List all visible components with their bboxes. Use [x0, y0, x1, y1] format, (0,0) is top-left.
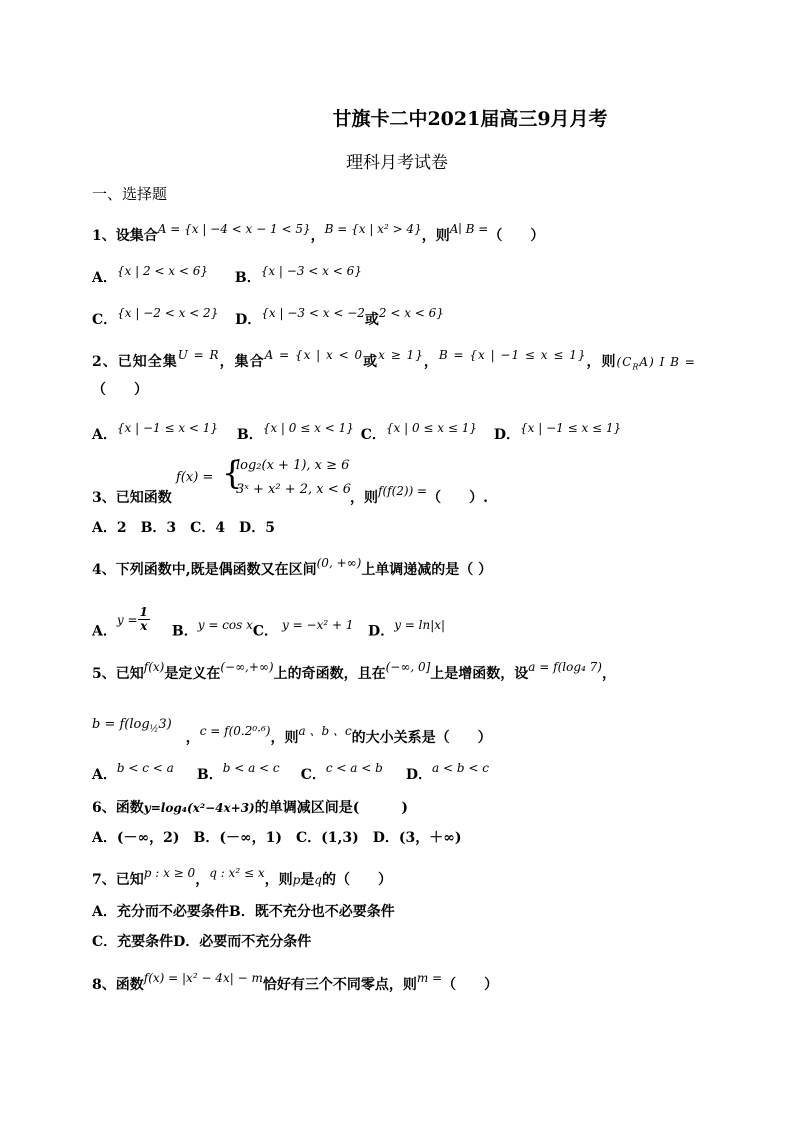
- exam-title: 甘旗卡二中2021届高三9月月考: [332, 108, 608, 130]
- q2-opt-c-value: {x | 0 ≤ x ≤ 1}: [385, 421, 477, 435]
- q4-opt-a-den: x: [140, 619, 148, 633]
- q7-p1: 已知: [115, 872, 144, 888]
- q4-options: [92, 605, 446, 645]
- q2-paren: （ ）: [92, 382, 148, 398]
- q2-or: 或: [363, 354, 379, 370]
- q1-opt-b-value: {x | −3 < x < 6}: [260, 264, 362, 278]
- q1-then: ，则: [421, 228, 450, 244]
- q8-number: 8、: [92, 977, 116, 993]
- q7-then: ，则: [264, 872, 293, 888]
- q5-p2: 是定义在: [164, 666, 221, 682]
- q2-options: [92, 421, 622, 445]
- q3-then: ，则: [350, 490, 378, 506]
- q1-options-row1: [92, 264, 362, 288]
- q2-expr-sub: R: [632, 362, 640, 372]
- q2-universal: U = R: [177, 348, 220, 362]
- question-4: [92, 556, 493, 580]
- q8-paren: （ ）: [442, 977, 499, 993]
- question-6: [92, 798, 408, 818]
- q5-abc: a 、b 、c: [298, 724, 352, 738]
- q2-opt-a-label: A．: [92, 427, 117, 443]
- q5-opt-b-label: B．: [196, 767, 223, 783]
- question-2: [92, 348, 696, 377]
- q7-options-row1: A．充分而不必要条件B．既不充分也不必要条件: [92, 904, 395, 920]
- q5-p1: 已知: [115, 666, 144, 682]
- q6-func: y=log₄(x²−4x+3): [143, 801, 255, 815]
- question-7: [92, 866, 392, 890]
- q2-opt-b-value: {x | 0 ≤ x < 1}: [262, 421, 354, 435]
- q4-opt-b-value: y = cos x: [197, 617, 253, 632]
- q2-opt-d-label: D．: [493, 427, 521, 443]
- q2-set-b: B = {x | −1 ≤ x ≤ 1}: [438, 348, 587, 362]
- q5-opt-d-label: D．: [405, 767, 433, 783]
- q3-prefix: 已知函数: [115, 490, 172, 506]
- q5-line2: [92, 717, 492, 754]
- q1-opt-b-label: B．: [234, 270, 261, 286]
- q5-opt-c-label: C．: [300, 767, 326, 783]
- q7-q-var: q: [314, 873, 322, 887]
- q2-number: 2、: [92, 354, 118, 370]
- q6-suffix: 的单调减区间是( ): [254, 800, 408, 816]
- q6-prefix: 函数: [115, 800, 144, 816]
- q3-case-2: 3ˣ + x² + 2, x < 6: [236, 482, 352, 497]
- q5-then: ，则: [270, 730, 299, 746]
- q1-prefix: 设集合: [115, 228, 158, 244]
- section-label: 一、选择题: [92, 185, 168, 203]
- q1-number: 1、: [92, 228, 116, 244]
- q2-opt-d-value: {x | −1 ≤ x ≤ 1}: [520, 421, 622, 435]
- q5-opt-b-value: b < a < c: [222, 761, 280, 775]
- q5-opt-a-value: b < c < a: [116, 761, 174, 775]
- q5-c-def: c = f(0.2⁰·⁶): [199, 724, 271, 738]
- q5-comma: ，: [601, 666, 616, 682]
- q5-options: [92, 761, 489, 785]
- question-8: [92, 971, 499, 995]
- q8-prefix: 函数: [115, 977, 144, 993]
- q4-prefix: 下列函数中,既是偶函数又在区间: [115, 562, 317, 578]
- q1-set-b: B = {x | x² > 4}: [324, 222, 422, 236]
- q3-number: 3、: [92, 490, 116, 506]
- q5-opt-a-label: A．: [92, 767, 117, 783]
- question-1: [92, 222, 545, 246]
- q5-opt-c-value: c < a < b: [325, 761, 383, 775]
- q7-options-row2: C．充要条件D．必要而不充分条件: [92, 934, 312, 950]
- q5-interval: (−∞, 0]: [385, 660, 431, 674]
- q4-opt-b-label: B．: [171, 623, 198, 640]
- q1-opt-a-label: A．: [92, 270, 117, 286]
- q3-case-1: log₂(x + 1), x ≥ 6: [236, 458, 350, 473]
- q4-opt-a-y: y =: [116, 612, 138, 627]
- q1-comma: ，: [310, 228, 325, 244]
- q8-m: m =: [416, 971, 443, 985]
- q4-opt-d-label: D．: [368, 623, 395, 640]
- q1-opt-d-label: D．: [235, 312, 262, 328]
- q5-a-def: a = f(log₄ 7): [528, 660, 602, 674]
- q5-domain: (−∞,+∞): [220, 660, 274, 674]
- q2-expr-rest: A) I B =: [639, 355, 696, 369]
- q8-suffix: 恰好有三个不同零点，则: [262, 977, 417, 993]
- q2-opt-c-label: C．: [360, 427, 386, 443]
- q4-suffix: 上单调递减的是（ ）: [361, 562, 493, 578]
- q1-options-row2: [92, 306, 444, 330]
- q2-opt-b-label: B．: [236, 427, 263, 443]
- q5-b-base: ½: [149, 724, 159, 735]
- q4-opt-c-value: y = −x² + 1: [282, 617, 354, 632]
- q7-p-var: p: [292, 873, 301, 887]
- q8-func: f(x) = |x² − 4x| − m: [143, 971, 263, 985]
- q2-expr-c: (C: [616, 355, 633, 369]
- q5-p4: 上是增函数，设: [430, 666, 529, 682]
- q4-opt-a-label: A．: [92, 623, 117, 640]
- q2-expr: [617, 352, 696, 377]
- q4-interval: (0, +∞): [316, 556, 362, 570]
- q2-then: ，则: [586, 354, 617, 370]
- q3-brace: {: [222, 454, 243, 492]
- q4-opt-a-frac: [138, 606, 150, 633]
- q5-relation: 的大小关系是（ ）: [351, 730, 492, 746]
- q3-paren: （ ）.: [427, 490, 488, 506]
- q1-opt-d-or: 或: [364, 312, 379, 328]
- q1-opt-d-value: {x | −3 < x < −2: [261, 306, 365, 320]
- q5-b-def: [92, 715, 172, 740]
- q2-text2: ，集合: [219, 354, 265, 370]
- q1-opt-d-value2: 2 < x < 6}: [378, 306, 444, 320]
- q5-b-arg: 3): [158, 717, 172, 732]
- q1-opt-c-value: {x | −2 < x < 2}: [117, 306, 219, 320]
- q4-opt-c-label: C．: [252, 623, 279, 640]
- q2-comma: ，: [423, 354, 439, 370]
- q5-fx: f(x): [143, 660, 165, 674]
- q1-paren: （ ）: [488, 228, 545, 244]
- q1-opt-a-value: {x | 2 < x < 6}: [116, 264, 208, 278]
- q3-options: A．2 B．3 C．4 D．5: [92, 520, 275, 536]
- q7-of: 的（ ）: [321, 872, 392, 888]
- q5-opt-d-value: a < b < c: [432, 761, 489, 775]
- q5-p3: 上的奇函数，且在: [273, 666, 386, 682]
- q5-number: 5、: [92, 666, 116, 682]
- q7-q-def: q : x² ≤ x: [209, 866, 265, 880]
- q6-number: 6、: [92, 800, 116, 816]
- question-3: [92, 488, 172, 508]
- question-5: [92, 660, 616, 684]
- q4-number: 4、: [92, 562, 116, 578]
- q2-set-a: A = {x | x < 0: [264, 348, 364, 362]
- q3-expr: f(f(2)) =: [378, 484, 428, 498]
- q2-set-a2: x ≥ 1}: [378, 348, 424, 362]
- q4-opt-a-num: 1: [139, 605, 148, 619]
- q1-set-a: A = {x | −4 < x − 1 < 5}: [157, 222, 311, 236]
- q7-comma: ，: [195, 872, 210, 888]
- q7-number: 7、: [92, 872, 116, 888]
- q7-p-def: p : x ≥ 0: [143, 866, 196, 880]
- q3-tail: [350, 484, 488, 508]
- q7-is: 是: [300, 872, 315, 888]
- exam-subtitle: 理科月考试卷: [346, 153, 448, 173]
- q1-opt-c-label: C．: [92, 312, 118, 328]
- q3-fx: f(x) =: [176, 470, 214, 485]
- q6-options: A．(－∞，2) B．(－∞，1) C．(1,3) D．(3，＋∞): [92, 830, 462, 846]
- q2-text1: 已知全集: [117, 354, 178, 370]
- q5-comma2: ，: [185, 730, 200, 746]
- q2-opt-a-value: {x | −1 ≤ x < 1}: [116, 421, 219, 435]
- q5-b-log: b = f(log: [92, 717, 150, 732]
- q1-expr: A∣ B =: [449, 222, 489, 236]
- q4-opt-d-value: y = ln|x|: [394, 617, 446, 632]
